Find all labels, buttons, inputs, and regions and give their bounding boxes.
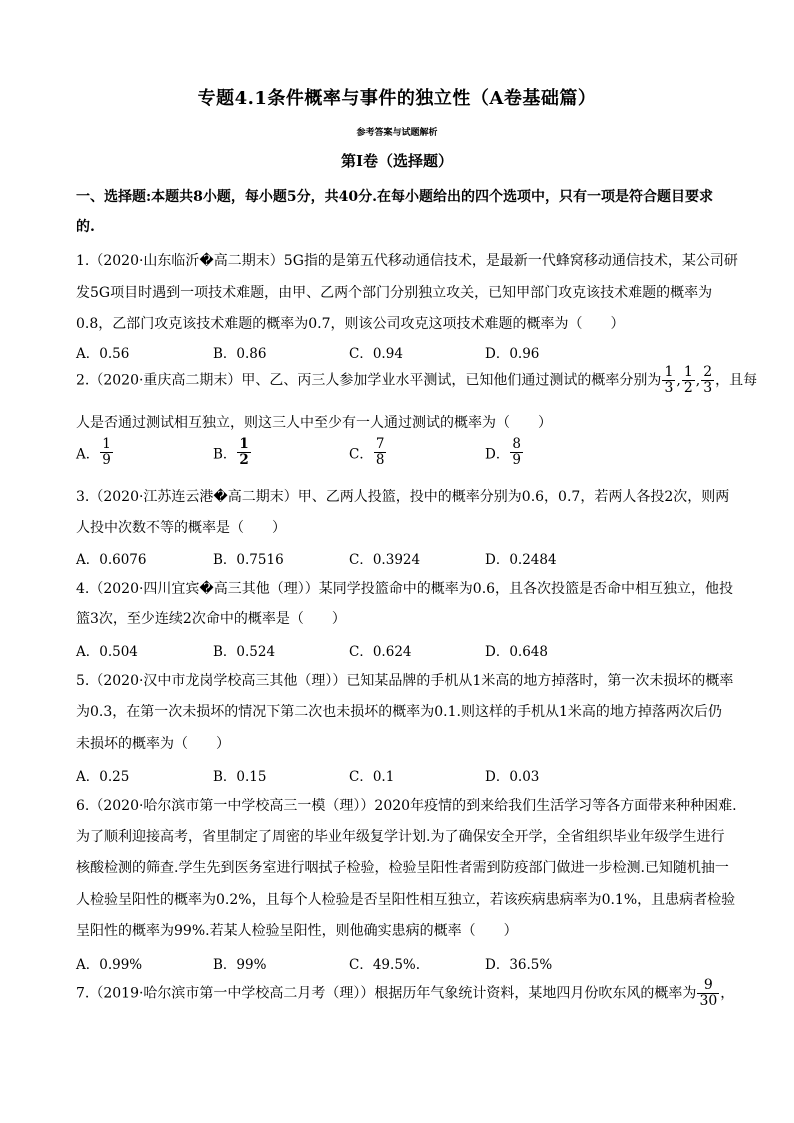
q6-option-d[interactable]: D．36.5%: [485, 957, 553, 973]
q4-option-b[interactable]: B．0.524: [213, 644, 276, 660]
q5-option-a[interactable]: A．0.25: [76, 769, 130, 785]
q1-option-b[interactable]: B．0.86: [213, 346, 267, 362]
q2-option-b[interactable]: B． $\frac{1}{2}$: [213, 436, 249, 468]
q6-option-b[interactable]: B．99%: [213, 957, 267, 973]
q1-line-2: 发5G项目时遇到一项技术难题，由甲、乙两个部门分别独立攻关，已知甲部门攻克该技术难题的概率为: [76, 285, 713, 301]
section-line-1: 一、选择题:本题共8小题，每小题5分，共40分.在每小题给出的四个选项中，只有一项是符合题目要求: [76, 189, 714, 205]
section-instructions: [76, 182, 726, 242]
q3-line-1: 3.（2020·江苏连云港�高二期末）甲、乙两人投篮，投中的概率分别为0.6，0.7，若两人各投2次，则两: [76, 489, 730, 505]
section-line-2: 的.: [76, 219, 95, 235]
q6-line-4: 人检验呈阳性的概率为0.2%，且每个人检验是否呈阳性相互独立，若该疾病患病率为0.1%，且患病者检验: [76, 892, 736, 908]
q2-option-a[interactable]: A． $\frac{1}{9}$: [76, 436, 111, 468]
q6-line-3: 核酸检测的筛查.学生先到医务室进行咽拭子检验，检验呈阳性者需到防疫部门做进一步检测.已知随机抽一: [76, 860, 729, 876]
q1-line-3: 0.8，乙部门攻克该技术难题的概率为0.7，则该公司攻克这项技术难题的概率为（ ）: [76, 316, 625, 332]
q2-option-d[interactable]: D． $\frac{8}{9}$: [485, 436, 521, 468]
q7-frac: $\frac{9}{30}$: [699, 977, 718, 1009]
q5-option-d[interactable]: D．0.03: [485, 769, 540, 785]
q1-line-1: 1.（2020·山东临沂�高二期末）5G指的是第五代移动通信技术，是最新一代蜂窝移动通信技术，某公司研: [76, 253, 738, 269]
q6-line-1: 6.（2020·哈尔滨市第一中学校高三一模（理））2020年疫情的到来给我们生活学习等各方面带来种种困难.: [76, 798, 737, 814]
q1-option-a[interactable]: A．0.56: [76, 346, 130, 362]
q5-option-c[interactable]: C．0.1: [349, 769, 395, 785]
q3-option-b[interactable]: B．0.7516: [213, 552, 284, 568]
q6-option-a[interactable]: A．0.99%: [76, 957, 143, 973]
q4-option-d[interactable]: D．0.648: [485, 644, 548, 660]
q3-option-a[interactable]: A．0.6076: [76, 552, 147, 568]
q4-option-a[interactable]: A．0.504: [76, 644, 138, 660]
q5-line-3: 未损坏的概率为（ ）: [76, 736, 230, 752]
q4-line-2: 篮3次，至少连续2次命中的概率是（ ）: [76, 611, 346, 627]
volume-heading: 第Ⅰ卷（选择题）: [340, 152, 454, 170]
answer-subtitle: 参考答案与试题解析: [356, 128, 438, 138]
q3-line-2: 人投中次数不等的概率是（ ）: [76, 520, 286, 536]
q3-option-d[interactable]: D．0.2484: [485, 552, 557, 568]
q5-line-2: 为0.3，在第一次未损坏的情况下第二次也未损坏的概率为0.1.则这样的手机从1米高的地方掉落两次后仍: [76, 704, 722, 720]
q1-option-d[interactable]: D．0.96: [485, 346, 540, 362]
q1-option-c[interactable]: C．0.94: [349, 346, 403, 362]
q2-frac-3: $\frac{2}{3}$: [703, 364, 713, 396]
q3-option-c[interactable]: C．0.3924: [349, 552, 421, 568]
q2-line-2: 人是否通过测试相互独立，则这三人中至少有一人通过测试的概率为（ ）: [76, 415, 552, 431]
q2-option-c[interactable]: C． $\frac{7}{8}$: [349, 436, 385, 468]
q5-option-b[interactable]: B．0.15: [213, 769, 267, 785]
q6-line-5: 呈阳性的概率为99%.若某人检验呈阳性，则他确实患病的概率（ ）: [76, 923, 518, 939]
q4-line-1: 4.（2020·四川宜宾�高三其他（理））某同学投篮命中的概率为0.6，且各次投篮是否命中相互独立，他投: [76, 581, 734, 597]
q4-option-c[interactable]: C．0.624: [349, 644, 412, 660]
q6-line-2: 为了顺利迎接高考，省里制定了周密的毕业年级复学计划.为了确保安全开学，全省组织毕业年级学生进行: [76, 829, 725, 845]
q2-frac-1: $\frac{1}{3}$: [664, 364, 674, 396]
q6-option-c[interactable]: C．49.5%.: [349, 957, 421, 973]
q5-line-1: 5.（2020·汉中市龙岗学校高三其他（理））已知某品牌的手机从1米高的地方掉落时，第一次未损坏的概率: [76, 673, 734, 689]
page-title: 专题4.1条件概率与事件的独立性（A卷基础篇）: [197, 88, 597, 109]
q2-frac-2: $\frac{1}{2}$: [683, 364, 693, 396]
q2-line-1: 2.（2020·重庆高二期末）甲、乙、丙三人参加学业水平测试，已知他们通过测试的概率分别为 $\frac{1}{3}$ , $\frac{1}{2}$ , $\frac{2}{3}$ ，且每: [76, 364, 758, 396]
q7-line-1: 7.（2019·哈尔滨市第一中学校高二月考（理））根据历年气象统计资料，某地四月份吹东风的概率为 $\frac{9}{30}$ ，: [76, 977, 735, 1009]
